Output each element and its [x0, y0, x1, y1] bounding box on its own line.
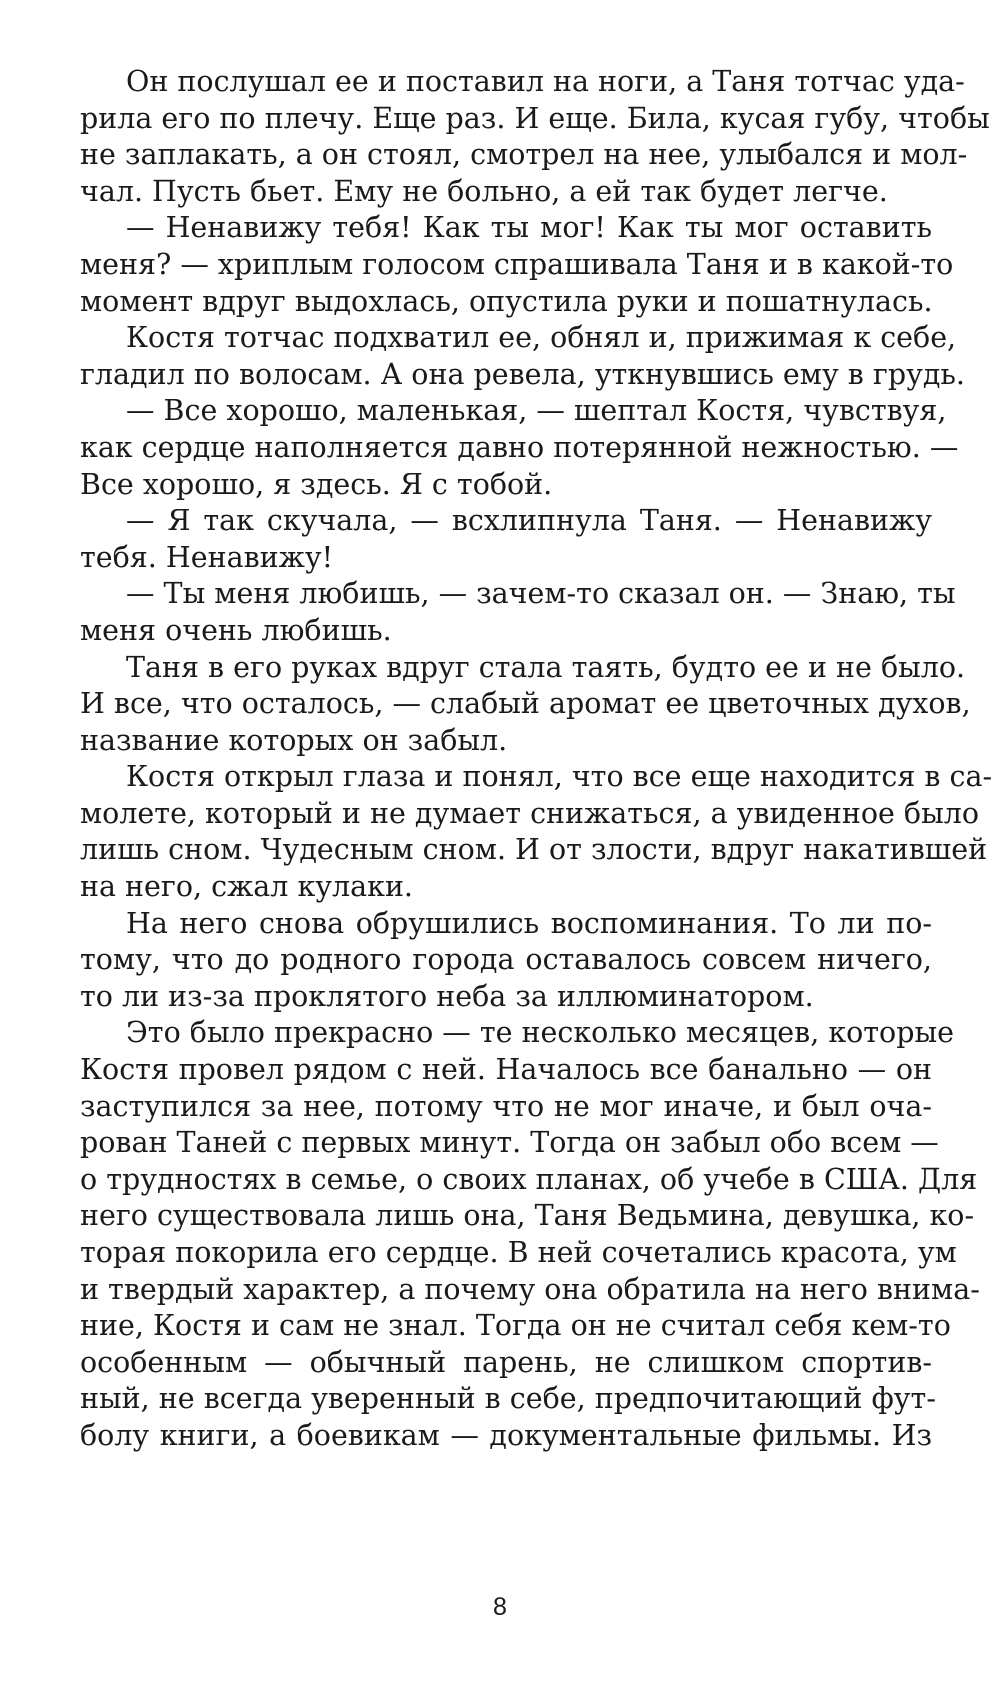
- text-line: — Я так скучала, — всхлипнула Таня. — Ненавижу: [126, 504, 932, 538]
- text-line: Это было прекрасно — те несколько месяцев, которые: [126, 1016, 955, 1050]
- text-line: о трудностях в семье, о своих планах, об учебе в США. Для: [80, 1162, 978, 1196]
- paragraph: [80, 759, 993, 905]
- paragraph: [80, 503, 932, 576]
- text-line: ние, Костя и сам не знал. Тогда он не считал себя кем-то: [80, 1309, 951, 1343]
- text-line: — Ненавижу тебя! Как ты мог! Как ты мог оставить: [126, 211, 932, 245]
- text-line: И все, что осталось, — слабый аромат ее цветочных духов,: [80, 687, 971, 721]
- paragraph: [80, 320, 965, 393]
- text-line: болу книги, а боевикам — документальные фильмы. Из: [80, 1418, 932, 1452]
- text-line: Таня в его руках вдруг стала таять, будто ее и не было.: [126, 650, 966, 684]
- text-line: гладил по волосам. А она ревела, уткнувшись ему в грудь.: [80, 357, 965, 391]
- text-line: рила его по плечу. Еще раз. И еще. Била, кусая губу, чтобы: [80, 101, 990, 135]
- text-line: момент вдруг выдохлась, опустила руки и пошатнулась.: [80, 284, 933, 318]
- text-line: как сердце наполняется давно потерянной нежностью. —: [80, 430, 959, 464]
- paragraph: [80, 64, 990, 210]
- text-line: Костя провел рядом с ней. Началось все банально — он: [80, 1053, 932, 1087]
- text-line: него существовала лишь она, Таня Ведьмина, девушка, ко-: [80, 1199, 975, 1233]
- text-line: тому, что до родного города оставалось совсем ничего,: [80, 943, 932, 977]
- text-line: особенным — обычный парень, не слишком спортив-: [80, 1345, 932, 1379]
- text-line: — Ты меня любишь, — зачем-то сказал он. — Знаю, ты: [126, 577, 956, 611]
- text-line: чал. Пусть бьет. Ему не больно, а ей так будет легче.: [80, 174, 888, 208]
- text-line: Он послушал ее и поставил на ноги, а Таня тотчас уда-: [126, 65, 965, 98]
- text-line: рован Таней с первых минут. Тогда он забыл обо всем —: [80, 1126, 939, 1160]
- text-line: Костя тотчас подхватил ее, обнял и, прижимая к себе,: [126, 321, 957, 355]
- text-line: На него снова обрушились воспоминания. То ли по-: [126, 906, 932, 940]
- paragraph: [80, 650, 971, 760]
- paragraph: [80, 393, 959, 503]
- text-line: Костя открыл глаза и понял, что все еще находится в са-: [126, 760, 993, 794]
- text-line: не заплакать, а он стоял, смотрел на нее, улыбался и мол-: [80, 138, 968, 172]
- text-line: тебя. Ненавижу!: [80, 540, 334, 574]
- text-line: меня? — хриплым голосом спрашивала Таня и в какой-то: [80, 247, 954, 281]
- text-line: торая покорила его сердце. В ней сочетались красота, ум: [80, 1236, 957, 1269]
- text-line: Все хорошо, я здесь. Я с тобой.: [80, 467, 553, 501]
- page-number: 8: [493, 1593, 507, 1621]
- text-line: лишь сном. Чудесным сном. И от злости, вдруг накатившей: [80, 833, 988, 867]
- text-line: то ли из-за проклятого неба за иллюминатором.: [80, 979, 814, 1013]
- text-line: молете, который и не думает снижаться, а увиденное было: [80, 796, 980, 830]
- text-line: ный, не всегда уверенный в себе, предпочитающий фут-: [80, 1382, 936, 1416]
- text-line: название которых он забыл.: [80, 723, 508, 757]
- paragraph: [80, 210, 954, 320]
- text-line: меня очень любишь.: [80, 613, 392, 647]
- text-line: — Все хорошо, маленькая, — шептал Костя, чувствуя,: [126, 394, 947, 428]
- paragraph: [80, 906, 932, 1016]
- page-body: [80, 64, 993, 1455]
- text-line: на него, сжал кулаки.: [80, 870, 413, 904]
- paragraph: [80, 576, 956, 649]
- paragraph: [80, 1015, 980, 1454]
- text-line: и твердый характер, а почему она обратила на него внима-: [80, 1272, 980, 1306]
- text-line: заступился за нее, потому что не мог иначе, и был оча-: [80, 1089, 932, 1123]
